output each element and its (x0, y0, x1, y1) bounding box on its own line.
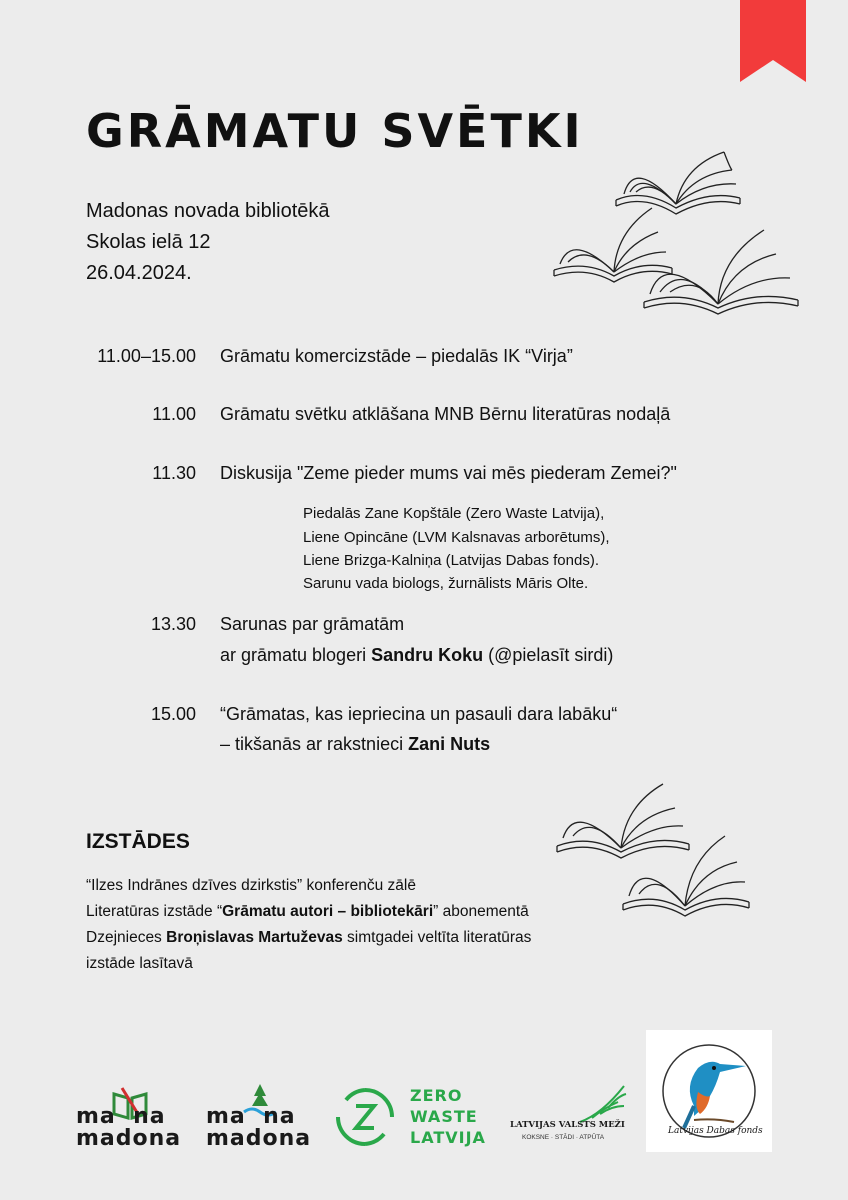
discussion-detail: Sarunu vada biologs, žurnālists Māris Olte. (303, 575, 589, 592)
schedule-time: 15.00 (150, 704, 196, 724)
text: ar grāmatu blogeri (220, 645, 372, 665)
logo-text: WASTE (410, 1107, 478, 1126)
madona-municipality-logo (206, 1084, 318, 1150)
venue-address: Skolas ielā 12 (86, 231, 211, 253)
madona-library-logo (76, 1084, 188, 1150)
schedule-text-line2 (220, 734, 490, 755)
exhibitions-heading: IZSTĀDES (86, 830, 190, 853)
schedule-text: Sarunas par grāmatām (220, 614, 405, 634)
schedule-text-line2 (220, 645, 613, 666)
latvijas-dabas-fonds-logo (646, 1030, 772, 1152)
schedule-text: Grāmatu svētku atklāšana MNB Bērnu literatūras nodaļā (220, 404, 671, 424)
exhibition-item: izstāde lasītavā (86, 955, 193, 972)
exhibition-name: Grāmatu autori – bibliotekāri (222, 903, 434, 920)
poet-name: Broņislavas Martuževas (166, 929, 343, 946)
logo-text: LATVIJA (410, 1128, 486, 1147)
schedule-time: 11.00 (152, 404, 196, 424)
guest-name: Zani Nuts (408, 734, 491, 754)
event-date: 26.04.2024. (86, 262, 192, 284)
text: ” abonementā (433, 903, 529, 920)
discussion-detail: Liene Brizga-Kalniņa (Latvijas Dabas fonds). (303, 552, 599, 569)
schedule-text: Grāmatu komercizstāde – piedalās IK “Virja” (220, 346, 573, 366)
logo-text: ma na (76, 1104, 166, 1129)
text: Dzejnieces (86, 929, 167, 946)
lvm-logo (508, 1084, 632, 1144)
logo-text: madona (206, 1126, 312, 1151)
schedule-time: 11.00–15.00 (97, 346, 196, 366)
logo-text: ma na (206, 1104, 296, 1129)
schedule-time: 13.30 (150, 614, 196, 634)
text: simtgadei veltīta literatūras (342, 929, 532, 946)
logo-text: ZERO (410, 1086, 463, 1105)
text: – tikšanās ar rakstnieci (220, 734, 409, 754)
discussion-detail: Piedalās Zane Kopštāle (Zero Waste Latvija), (303, 505, 605, 522)
tree-branch-icon (578, 1084, 628, 1124)
text: (@pielasīt sirdi) (483, 645, 614, 665)
zero-waste-z-icon (334, 1086, 396, 1148)
logo-tagline: KOKSNE · STĀDI · ATPŪTA (522, 1134, 605, 1141)
page-title: GRĀMATU SVĒTKI (86, 104, 584, 158)
text: Literatūras izstāde “ (86, 903, 223, 920)
schedule-text: Diskusija "Zeme pieder mums vai mēs piederam Zemei?" (220, 463, 677, 483)
bookmark-ribbon (740, 0, 806, 82)
venue-name: Madonas novada bibliotēkā (86, 200, 330, 222)
open-books-illustration (552, 148, 802, 320)
open-books-illustration (555, 780, 755, 922)
logo-text: Latvijas Dabas fonds (668, 1126, 763, 1136)
discussion-detail: Liene Opincāne (LVM Kalsnavas arborētums), (303, 529, 610, 546)
logo-text: madona (76, 1126, 182, 1151)
zero-waste-latvija-logo (334, 1086, 494, 1150)
logo-text: LATVIJAS VALSTS MEŽI (510, 1120, 625, 1130)
schedule-time: 11.30 (152, 463, 196, 483)
exhibition-item: “Ilzes Indrānes dzīves dzirkstis” konferenču zālē (86, 877, 416, 894)
exhibition-item (86, 929, 531, 947)
schedule-text: “Grāmatas, kas iepriecina un pasauli dara labāku“ (220, 704, 618, 724)
exhibition-item (86, 903, 529, 921)
guest-name: Sandru Koku (371, 645, 484, 665)
